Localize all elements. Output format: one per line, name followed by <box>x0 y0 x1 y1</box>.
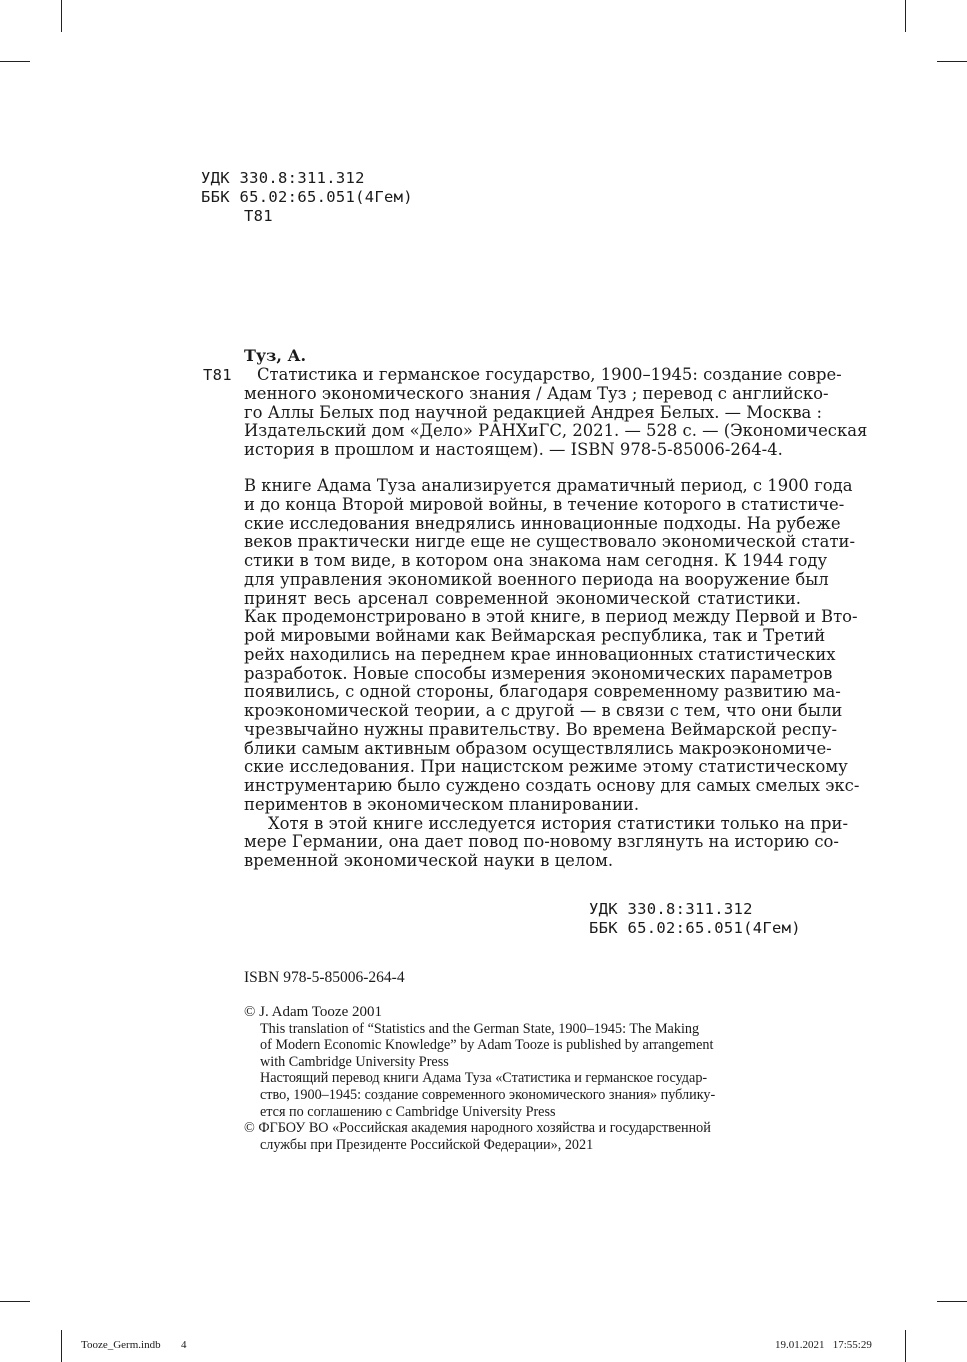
publisher-copyright-line: © ФГБОУ ВО «Российская академия народного хозяйства и государственной <box>244 1120 711 1137</box>
bibliographic-record <box>244 365 868 460</box>
abstract-line: стики в том виде, в котором она знакома нам сегодня. К 1944 году <box>244 551 828 570</box>
crop-mark <box>61 1330 62 1362</box>
bbk-code: ББК 65.02:65.051(4Гем) <box>589 919 801 937</box>
english-notice-line: of Modern Economic Knowledge” by Adam Tooze is published by arrangement <box>260 1037 714 1054</box>
abstract-line: периментов в экономическом планировании. <box>244 794 640 814</box>
abstract-line: В книге Адама Туза анализируется драматичный период, с 1900 года <box>244 476 853 495</box>
bib-line: история в прошлом и настоящем). — ISBN 978-5-85006-264-4. <box>244 440 783 459</box>
author-sign: Т81 <box>244 207 273 225</box>
russian-notice-line: Настоящий перевод книги Адама Туза «Статистика и германское государ- <box>260 1070 708 1087</box>
abstract <box>244 476 860 871</box>
footer-filename: Tooze_Germ.indb <box>81 1339 161 1351</box>
abstract-line: для управления экономикой военного периода на вооружение был <box>244 569 829 589</box>
abstract-line: кроэкономической теории, а с другой — в связи с тем, что они были <box>244 701 843 720</box>
abstract-line: Как продемонстрировано в этой книге, в период между Первой и Вто- <box>244 607 858 627</box>
author-heading: Туз, А. <box>244 346 307 365</box>
abstract-line: рейх находились на переднем крае инновационных статистических <box>244 644 836 664</box>
crop-mark <box>937 1301 967 1302</box>
russian-notice-line: ство, 1900–1945: создание современного экономического знания» публику- <box>260 1086 716 1103</box>
classification-top <box>201 169 413 226</box>
footer-datetime: 19.01.2021 17:55:29 <box>775 1339 872 1351</box>
abstract-line: ские исследования. При нацистском режиме этому статистическому <box>244 757 848 777</box>
udk-code: УДК 330.8:311.312 <box>589 900 753 918</box>
abstract-line: мере Германии, она дает повод по-новому взглянуть на историю со- <box>244 832 839 852</box>
bib-line: Издательский дом «Дело» РАНХиГС, 2021. — 528 с. — (Экономическая <box>244 421 868 441</box>
author-sign-left: Т81 <box>203 366 232 384</box>
isbn: ISBN 978-5-85006-264-4 <box>244 969 405 986</box>
footer-page-number: 4 <box>181 1339 187 1351</box>
udk-code: УДК 330.8:311.312 <box>201 169 365 187</box>
bib-line: го Аллы Белых под научной редакцией Андрея Белых. — Москва : <box>244 402 823 422</box>
crop-mark <box>905 0 906 32</box>
english-notice-line: with Cambridge University Press <box>260 1053 449 1070</box>
abstract-line: инструментарию было суждено создать основу для самых смелых экс- <box>244 776 860 795</box>
abstract-line: блики самым активным образом осуществлялись макроэкономиче- <box>244 738 832 758</box>
crop-mark <box>937 61 967 62</box>
copyright-block <box>244 1004 715 1153</box>
abstract-line: чрезвычайно нужны правительству. Во времена Веймарской респу- <box>244 719 838 739</box>
bib-line: менного экономического знания / Адам Туз ; перевод с английско- <box>244 383 829 403</box>
abstract-line: ские исследования внедрялись инновационные подходы. На рубеже <box>244 513 841 533</box>
english-notice-line: This translation of “Statistics and the German State, 1900–1945: The Making <box>260 1020 700 1037</box>
copyright-original: © J. Adam Tooze 2001 <box>244 1004 382 1020</box>
crop-mark <box>0 1301 30 1302</box>
crop-mark <box>905 1330 906 1362</box>
abstract-line: принят весь арсенал современной экономической статистики. <box>244 588 801 608</box>
bib-line: Статистика и германское государство, 1900–1945: создание совре- <box>257 365 842 384</box>
crop-mark <box>0 61 30 62</box>
classification-bottom <box>589 900 801 938</box>
abstract-line: и до конца Второй мировой войны, в течение которого в статистиче- <box>244 494 845 514</box>
russian-notice-line: ется по соглашению с Cambridge University Press <box>260 1103 556 1120</box>
abstract-line: веков практически нигде еще не существовало экономической стати- <box>244 532 855 552</box>
abstract-line: временной экономической науки в целом. <box>244 851 614 870</box>
abstract-line: появились, с одной стороны, благодаря современному развитию ма- <box>244 682 841 702</box>
crop-mark <box>61 0 62 32</box>
abstract-line: рой мировыми войнами как Веймарская республика, так и Третий <box>244 626 826 645</box>
abstract-line: Хотя в этой книге исследуется история статистики только на при- <box>268 813 849 833</box>
abstract-line: разработок. Новые способы измерения экономических параметров <box>244 663 833 683</box>
publisher-copyright-line: службы при Президенте Российской Федерации», 2021 <box>260 1136 594 1153</box>
bbk-code: ББК 65.02:65.051(4Гем) <box>201 188 413 206</box>
